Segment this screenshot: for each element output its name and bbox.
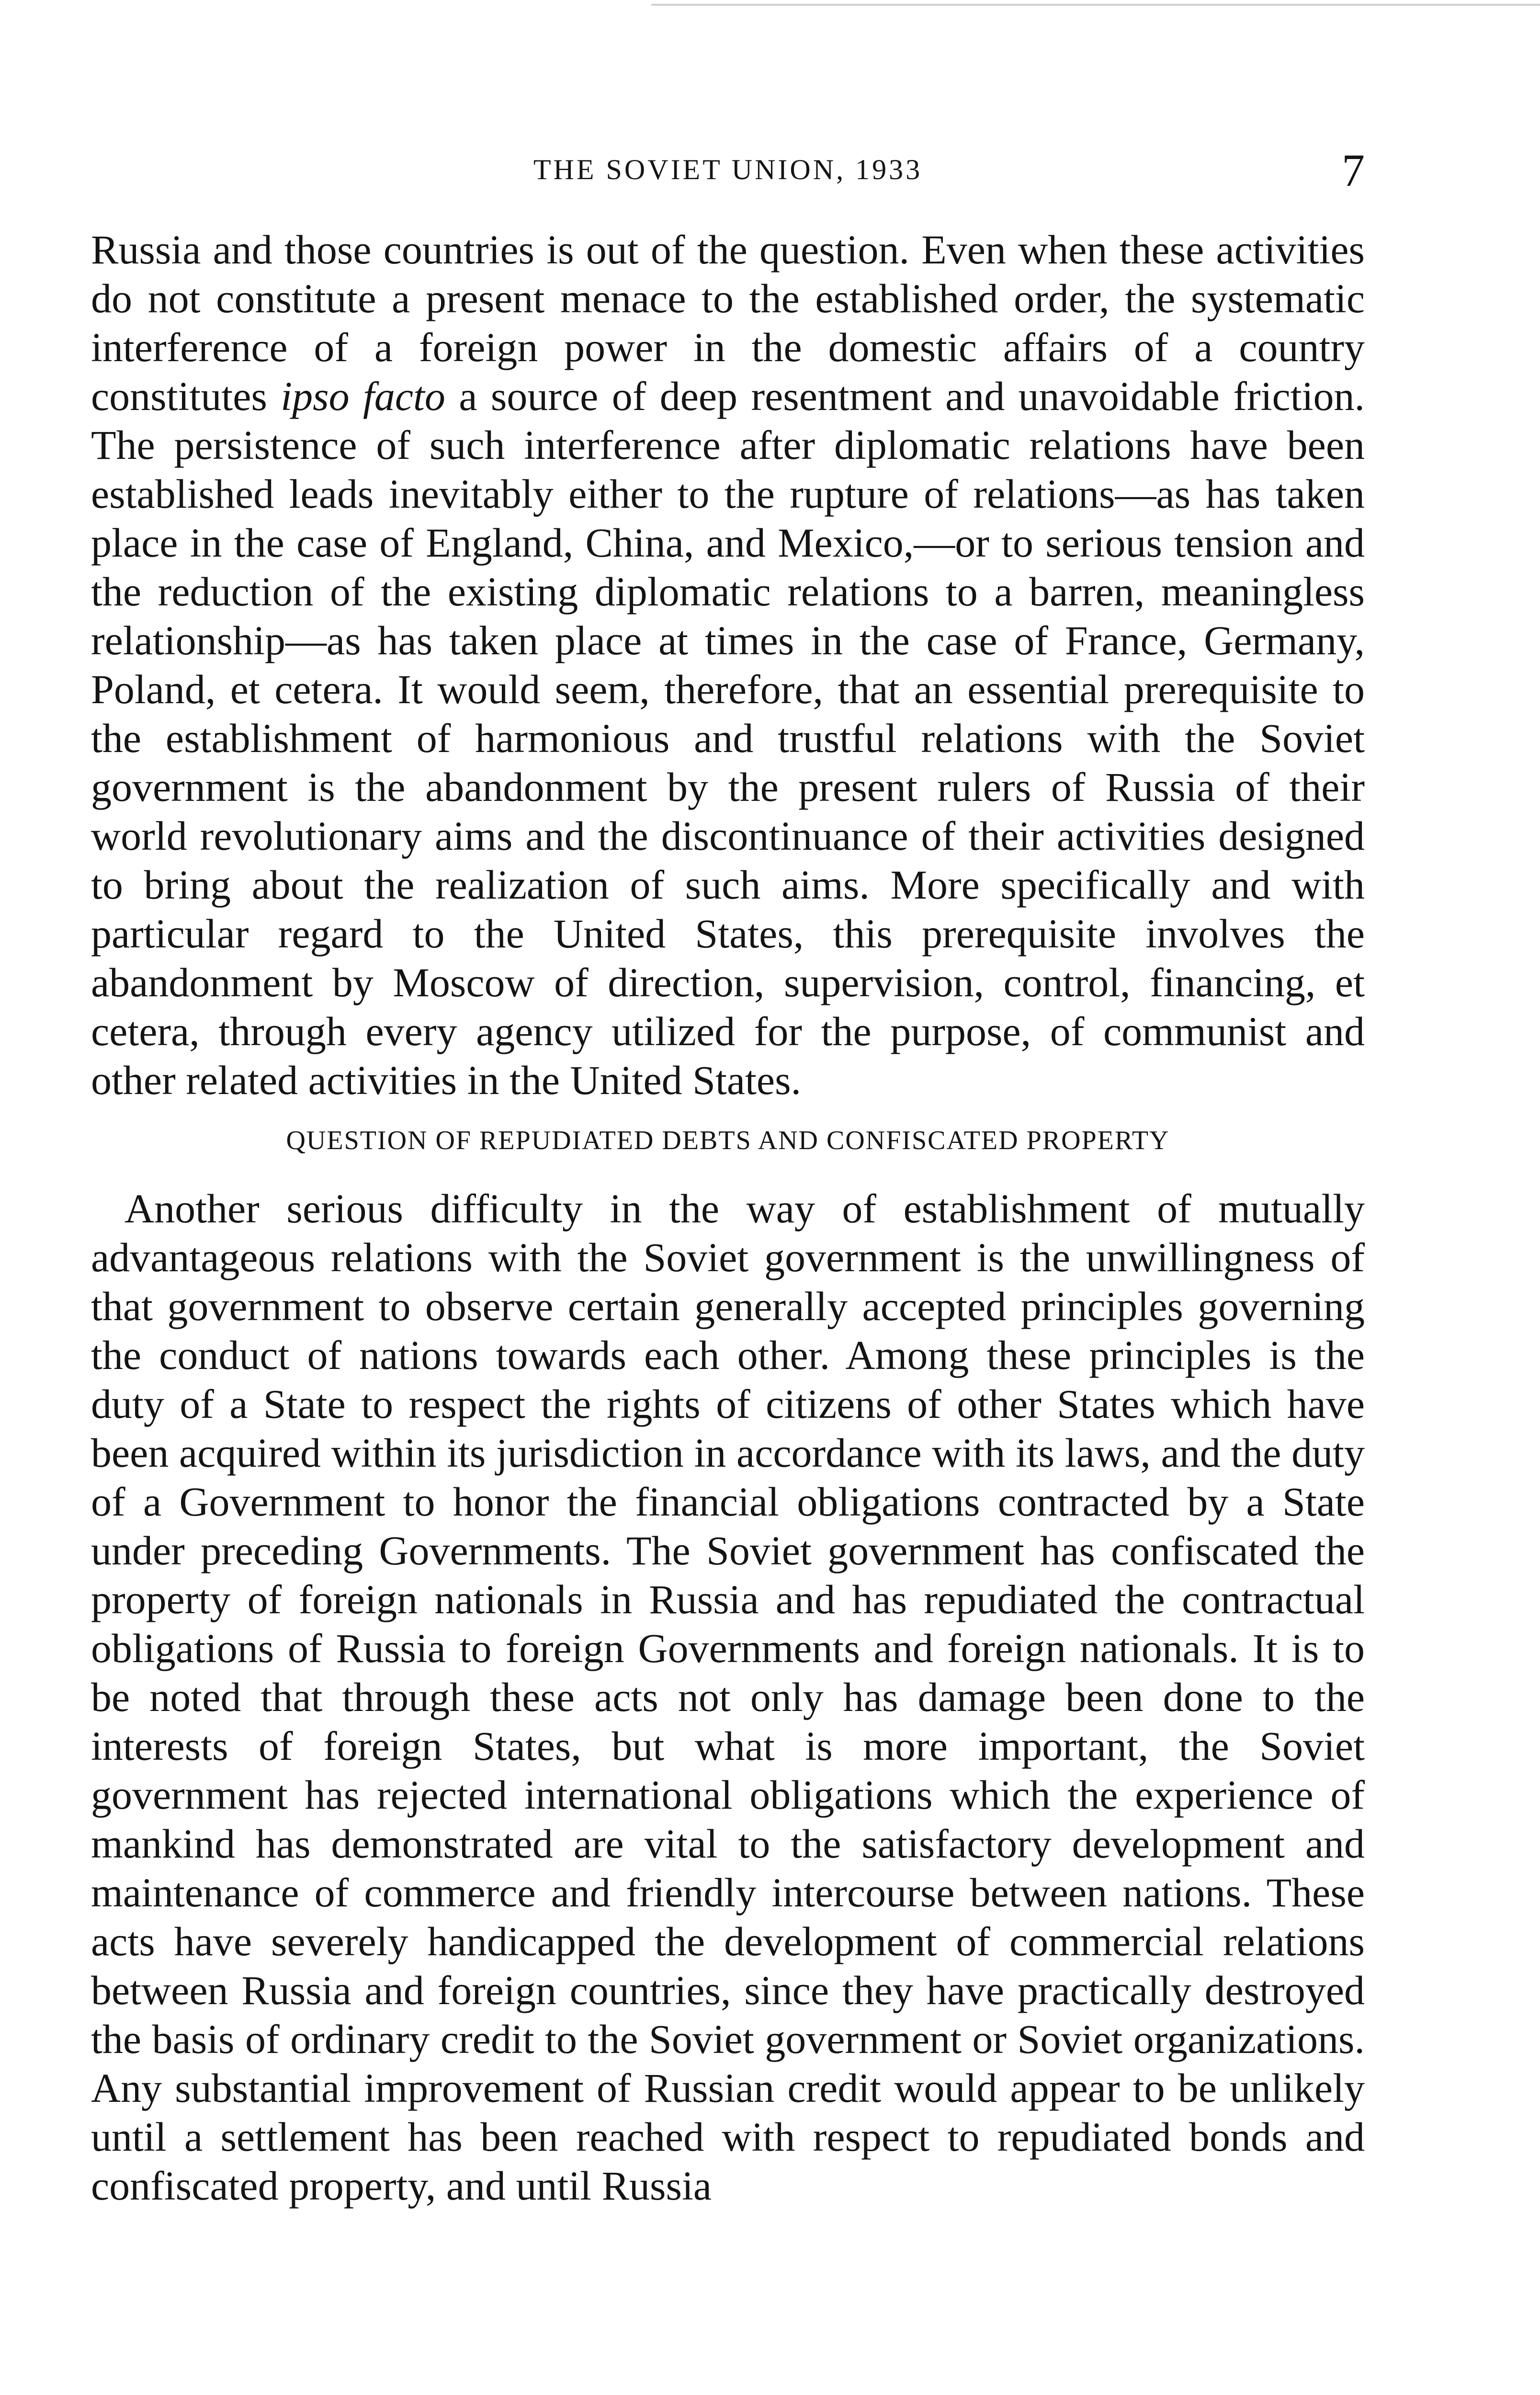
- body-paragraph-2: Another serious difficulty in the way of establishment of mutually advantageous relations with the Soviet government is the unwillingness of that government to observe certain generally accepted principles governing the conduct of nations towards each other. Among these principles is the duty of a State to respect the rights of citizens of other States which have been acquired within its jurisdiction in accordance with its laws, and the duty of a Government to honor the financial obligations contracted by a State under preceding Governments. The Soviet government has confiscated the property of foreign nationals in Russia and has repudiated the contractual obligations of Russia to foreign Governments and foreign nationals. It is to be noted that through these acts not only has damage been done to the interests of foreign States, but what is more important, the Soviet government has rejected international obligations which the experience of mankind has demonstrated are vital to the satisfactory development and maintenance of commerce and friendly intercourse between nations. These acts have severely handicapped the development of commercial relations between Russia and foreign countries, since they have practically destroyed the basis of ordinary credit to the Soviet government or Soviet organizations. Any substantial improvement of Russian credit would appear to be unlikely until a settlement has been reached with respect to repudiated bonds and confiscated property, and until Russia: [91, 1186, 1365, 2209]
- top-edge-rule: [651, 4, 1540, 6]
- paragraph-1-text-start: Russia and those countries is out of the question. Even when these activities do not constitute a present menace to the established order, the systematic interference of a foreign power in the domestic affairs of a country constitutes: [91, 227, 1365, 419]
- page-body: [91, 225, 1365, 2210]
- paragraph-1-text-end: a source of deep resentment and unavoidable friction. The persistence of such interference after diplomatic relations have been established leads inevitably either to the rupture of relations—as has taken place in the case of England, China, and Mexico,—or to serious tension and the reduction of the existing diplomatic relations to a barren, meaningless relationship—as has taken place at times in the case of France, Germany, Poland, et cetera. It would seem, therefore, that an essential prerequisite to the establishment of harmonious and trustful relations with the Soviet government is the abandonment by the present rulers of Russia of their world revolutionary aims and the discontinuance of their activities designed to bring about the realization of such aims. More specifically and with particular regard to the United States, this prerequisite involves the abandonment by Moscow of direction, supervision, control, financing, et cetera, through every agency utilized for the purpose, of communist and other related activities in the United States.: [91, 373, 1365, 1103]
- paragraph-1-italic-phrase: ipso facto: [281, 373, 445, 419]
- running-head: THE SOVIET UNION, 1933: [533, 154, 923, 185]
- page-number: 7: [1342, 145, 1365, 196]
- body-paragraph-1: [91, 225, 1365, 1105]
- section-heading: QUESTION OF REPUDIATED DEBTS AND CONFISCATED PROPERTY: [286, 1126, 1170, 1155]
- page-header: [91, 144, 1365, 196]
